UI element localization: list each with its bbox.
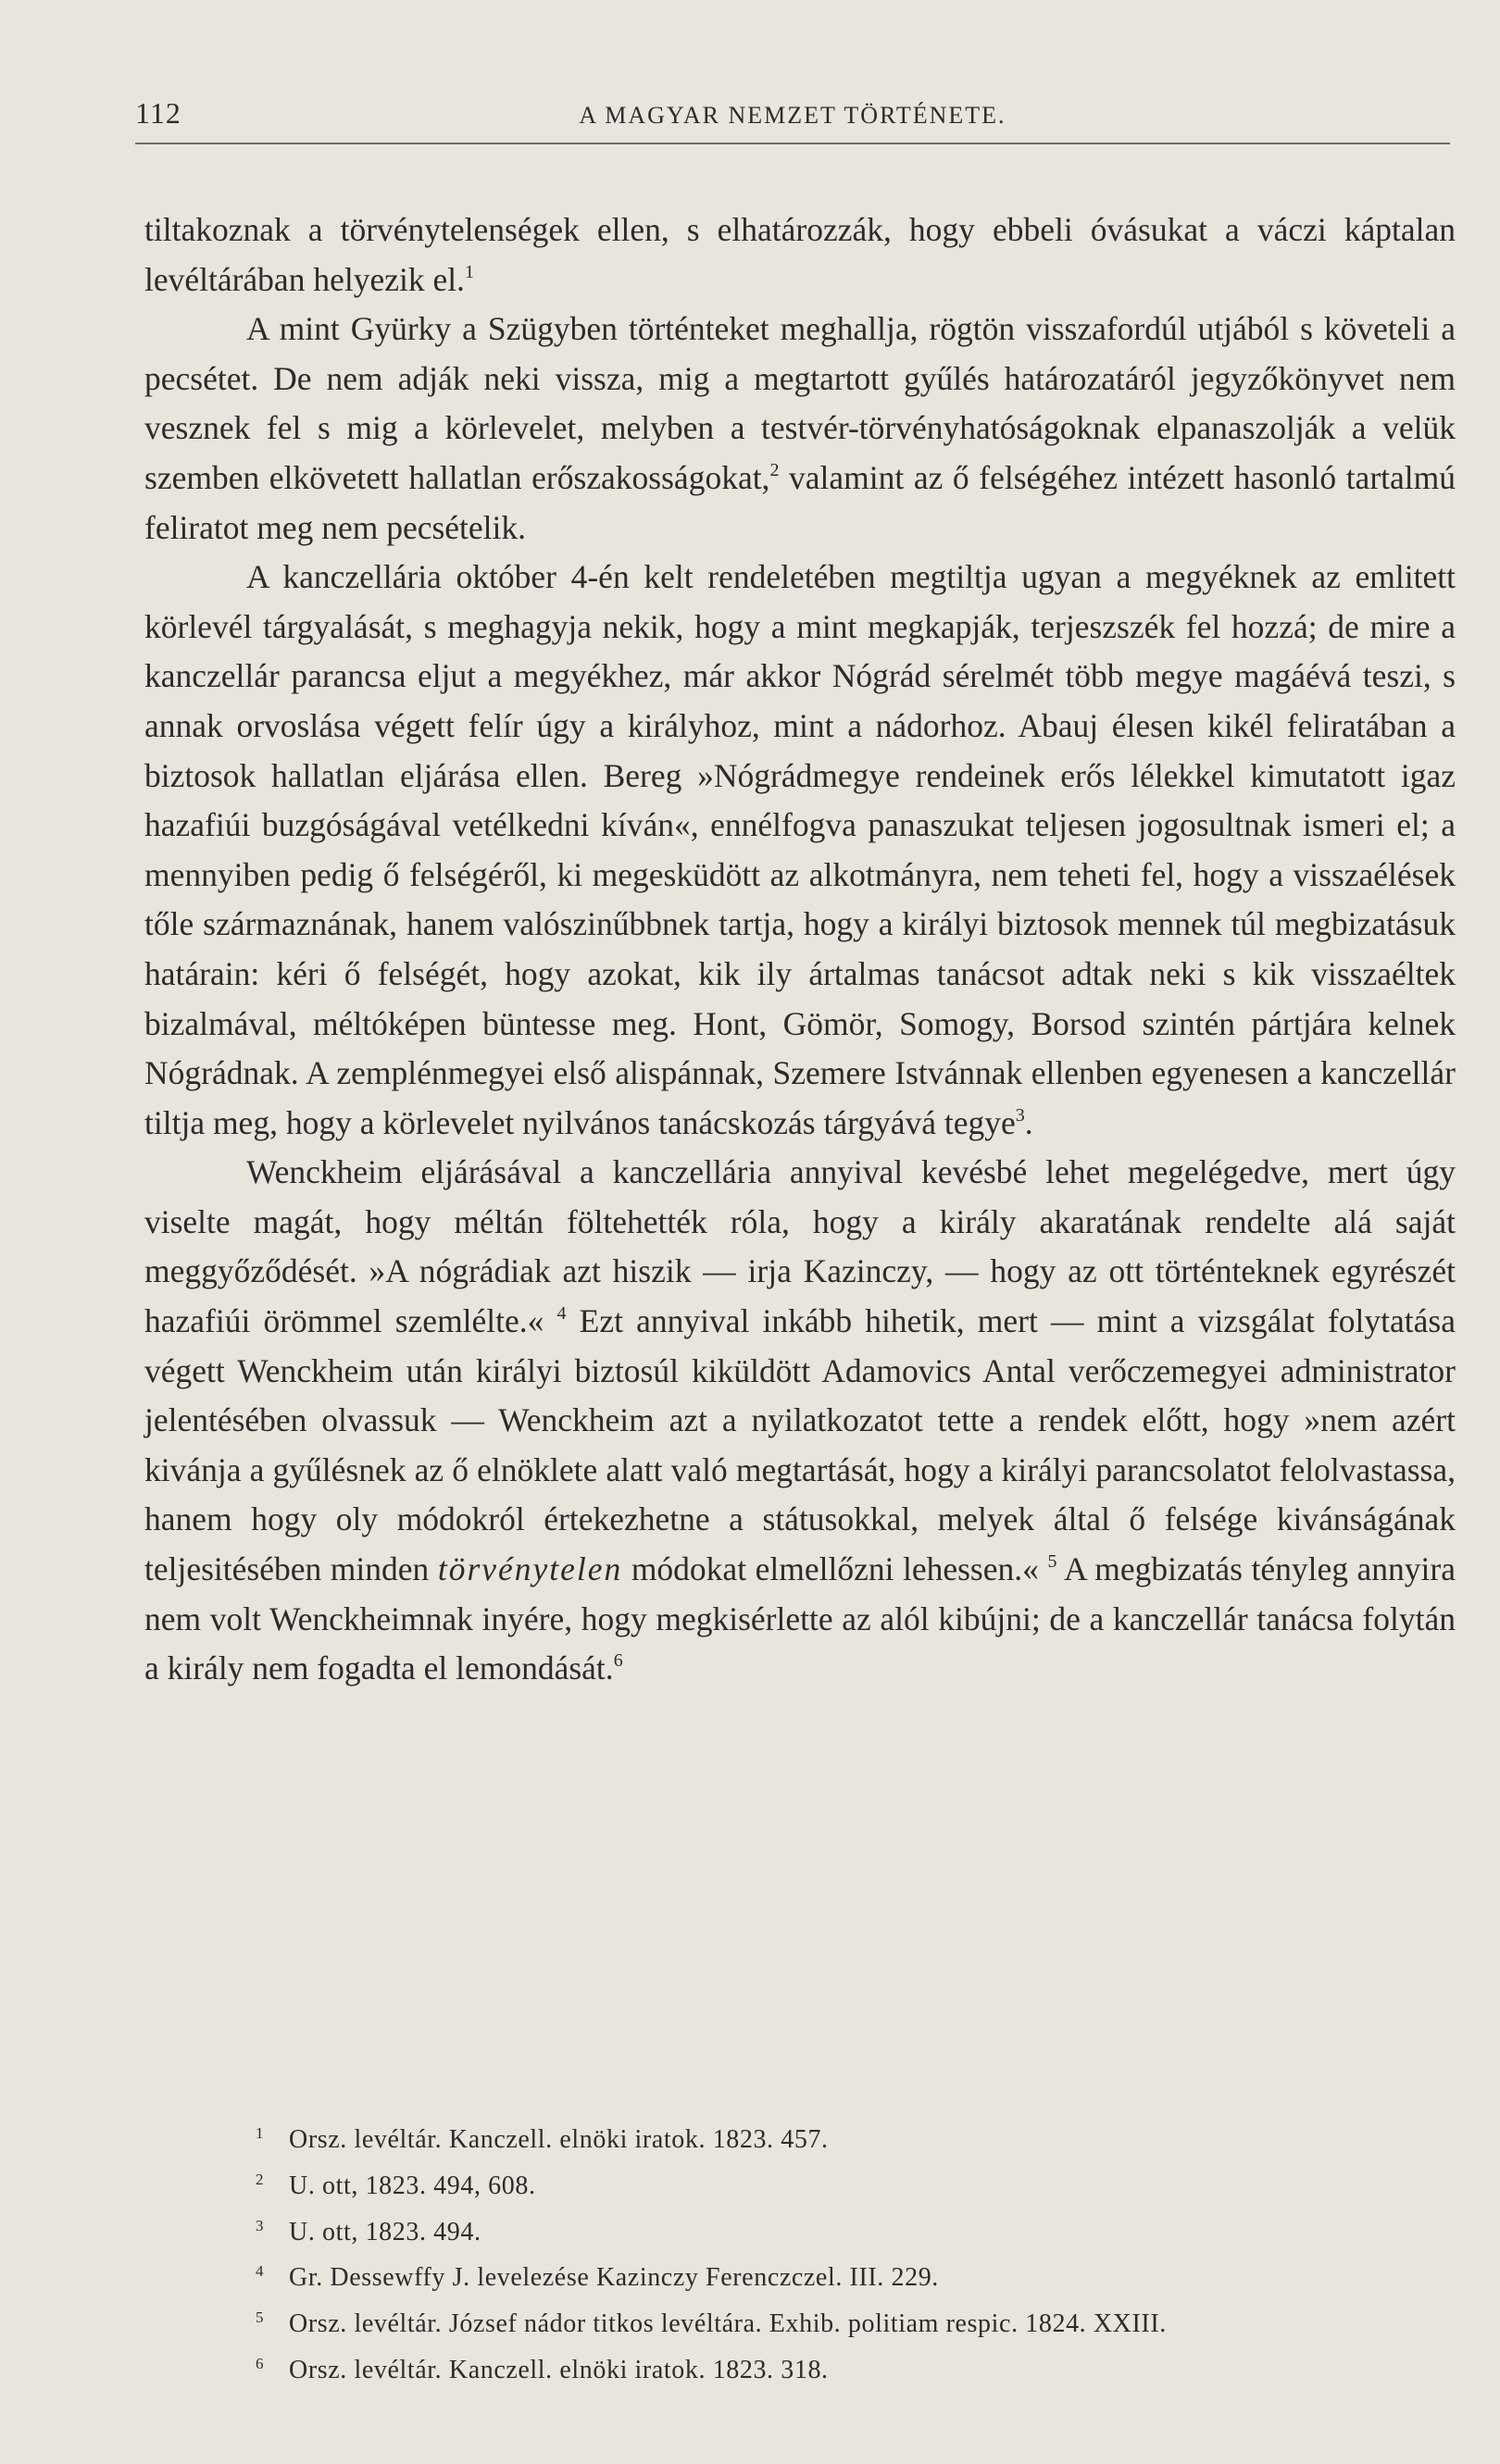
footnote-ref-2: 2 [769,459,780,480]
footnote-5: 5 Orsz. levéltár. József nádor titkos levéltára. Exhib. politiam respic. 1824. XXIII. [256,2308,1167,2339]
footnote-4: 4 Gr. Dessewffy J. levelezése Kazinczy Ferenczczel. III. 229. [256,2262,939,2293]
footnote-ref-1: 1 [464,261,474,282]
paragraph-2: A mint Gyürky a Szügyben történteket meghallja, rögtön visszafordúl utjából s követeli a pecsétet. De nem adják neki vissza, mig a megtartott gyűlés határozatáról jegyzőkönyvet nem vesznek fel s mig a körlevelet, melyben a testvér-törvényhatóságoknak elpanaszolják a velük szemben elkövetett hallatlan erőszakosságokat,$^2$ valamint az ő felségéhez intézett hasonló tartalmú feliratot meg nem pecsételik. [144,310,1456,546]
footnote-1: 1 Orsz. levéltár. Kanczell. elnöki iratok. 1823. 457. [256,2124,829,2154]
footnote-ref-6: 6 [613,1650,623,1672]
footnote-ref-3: 3 [1015,1104,1025,1126]
running-title: A MAGYAR NEMZET TÖRTÉNETE. [579,102,1006,129]
paragraph-4: Wenckheim eljárásával a kanczellária annyival kevésbé lehet megelégedve, mert úgy viselte magát, hogy méltán föltehették róla, hogy a király akaratának rendelte alá saját meggyőződését. »A nógrádiak azt hiszik — irja Kazinczy, — hogy az ott történteknek egyrészét hazafiúi örömmel szemlélte.« $^4$ Ezt annyival inkább hihetik, mert — mint a vizsgálat folytatása végett Wenckheim után királyi biztosúl kiküldött Adamovics Antal verőczemegyei administrator jelentésében olvassuk — Wenckheim azt a nyilatkozatot tette a rendek előtt, hogy »nem azért kivánja a gyűlésnek az ő elnöklete alatt való megtartását, hogy a királyi parancsolatot felolvastassa, hanem hogy oly módokról értekezhetne a státusokkal, melyek által ő felsége kivánságának teljesitésében minden törvénytelen módokat elmellőzni lehessen.« $^5$ A megbizatás tényleg annyira nem volt Wenckheimnak inyére, hogy megkisérlette az alól kibújni; de a kanczellár tanácsa folytán a király nem fogadta el lemondását.$^6$ [144,1153,1456,1687]
footnote-ref-5: 5 [1047,1551,1057,1573]
page-number: 112 [135,96,181,130]
footnote-3: 3 U. ott, 1823. 494. [256,2216,481,2246]
footnote-ref-4: 4 [556,1303,567,1325]
footnotes [256,2114,1459,2391]
emphasized-word: törvénytelen [437,1550,623,1588]
body-text [144,205,1456,1694]
paragraph-3: A kanczellária október 4-én kelt rendeletében megtiltja ugyan a megyéknek az emlitett körlevél tárgyalását, s meghagyja nekik, hogy a mint megkapják, terjeszszék fel hozzá; de mire a kanczellár parancsa eljut a megyékhez, már akkor Nógrád sérelmét több megye magáévá teszi, s annak orvoslása végett felír úgy a királyhoz, mint a nádorhoz. Abauj élesen kikél feliratában a biztosok hallatlan eljárása ellen. Bereg »Nógrádmegye rendeinek erős lélekkel kimutatott igaz hazafiúi buzgóságával vetélkedni kíván«, ennélfogva panaszukat teljesen jogosultnak ismeri el; a mennyiben pedig ő felségéről, ki megesküdött az alkotmányra, nem teheti fel, hogy a visszaélések tőle származnának, hanem valószinűbbnek tartja, hogy a királyi biztosok mennek túl megbizatásuk határain: kéri ő felségét, hogy azokat, kik ily ártalmas tanácsot adtak neki s kik visszaéltek bizalmával, méltóképen büntesse meg. Hont, Gömör, Somogy, Borsod szintén pártjára kelnek Nógrádnak. A zemplénmegyei első alispánnak, Szemere Istvánnak ellenben egyenesen a kanczellár tiltja meg, hogy a körlevelet nyilvános tanácskozás tárgyává tegye$^3$. [144,558,1456,1141]
footnote-2: 2 U. ott, 1823. 494, 608. [256,2170,536,2200]
page-header [135,96,1450,144]
paragraph-1: tiltakoznak a törvénytelenségek ellen, s elhatározzák, hogy ebbeli óvásukat a váczi káptalan levéltárában helyezik el.$^1$ [144,211,1456,298]
footnote-6: 6 Orsz. levéltár. Kanczell. elnöki iratok. 1823. 318. [256,2354,829,2384]
